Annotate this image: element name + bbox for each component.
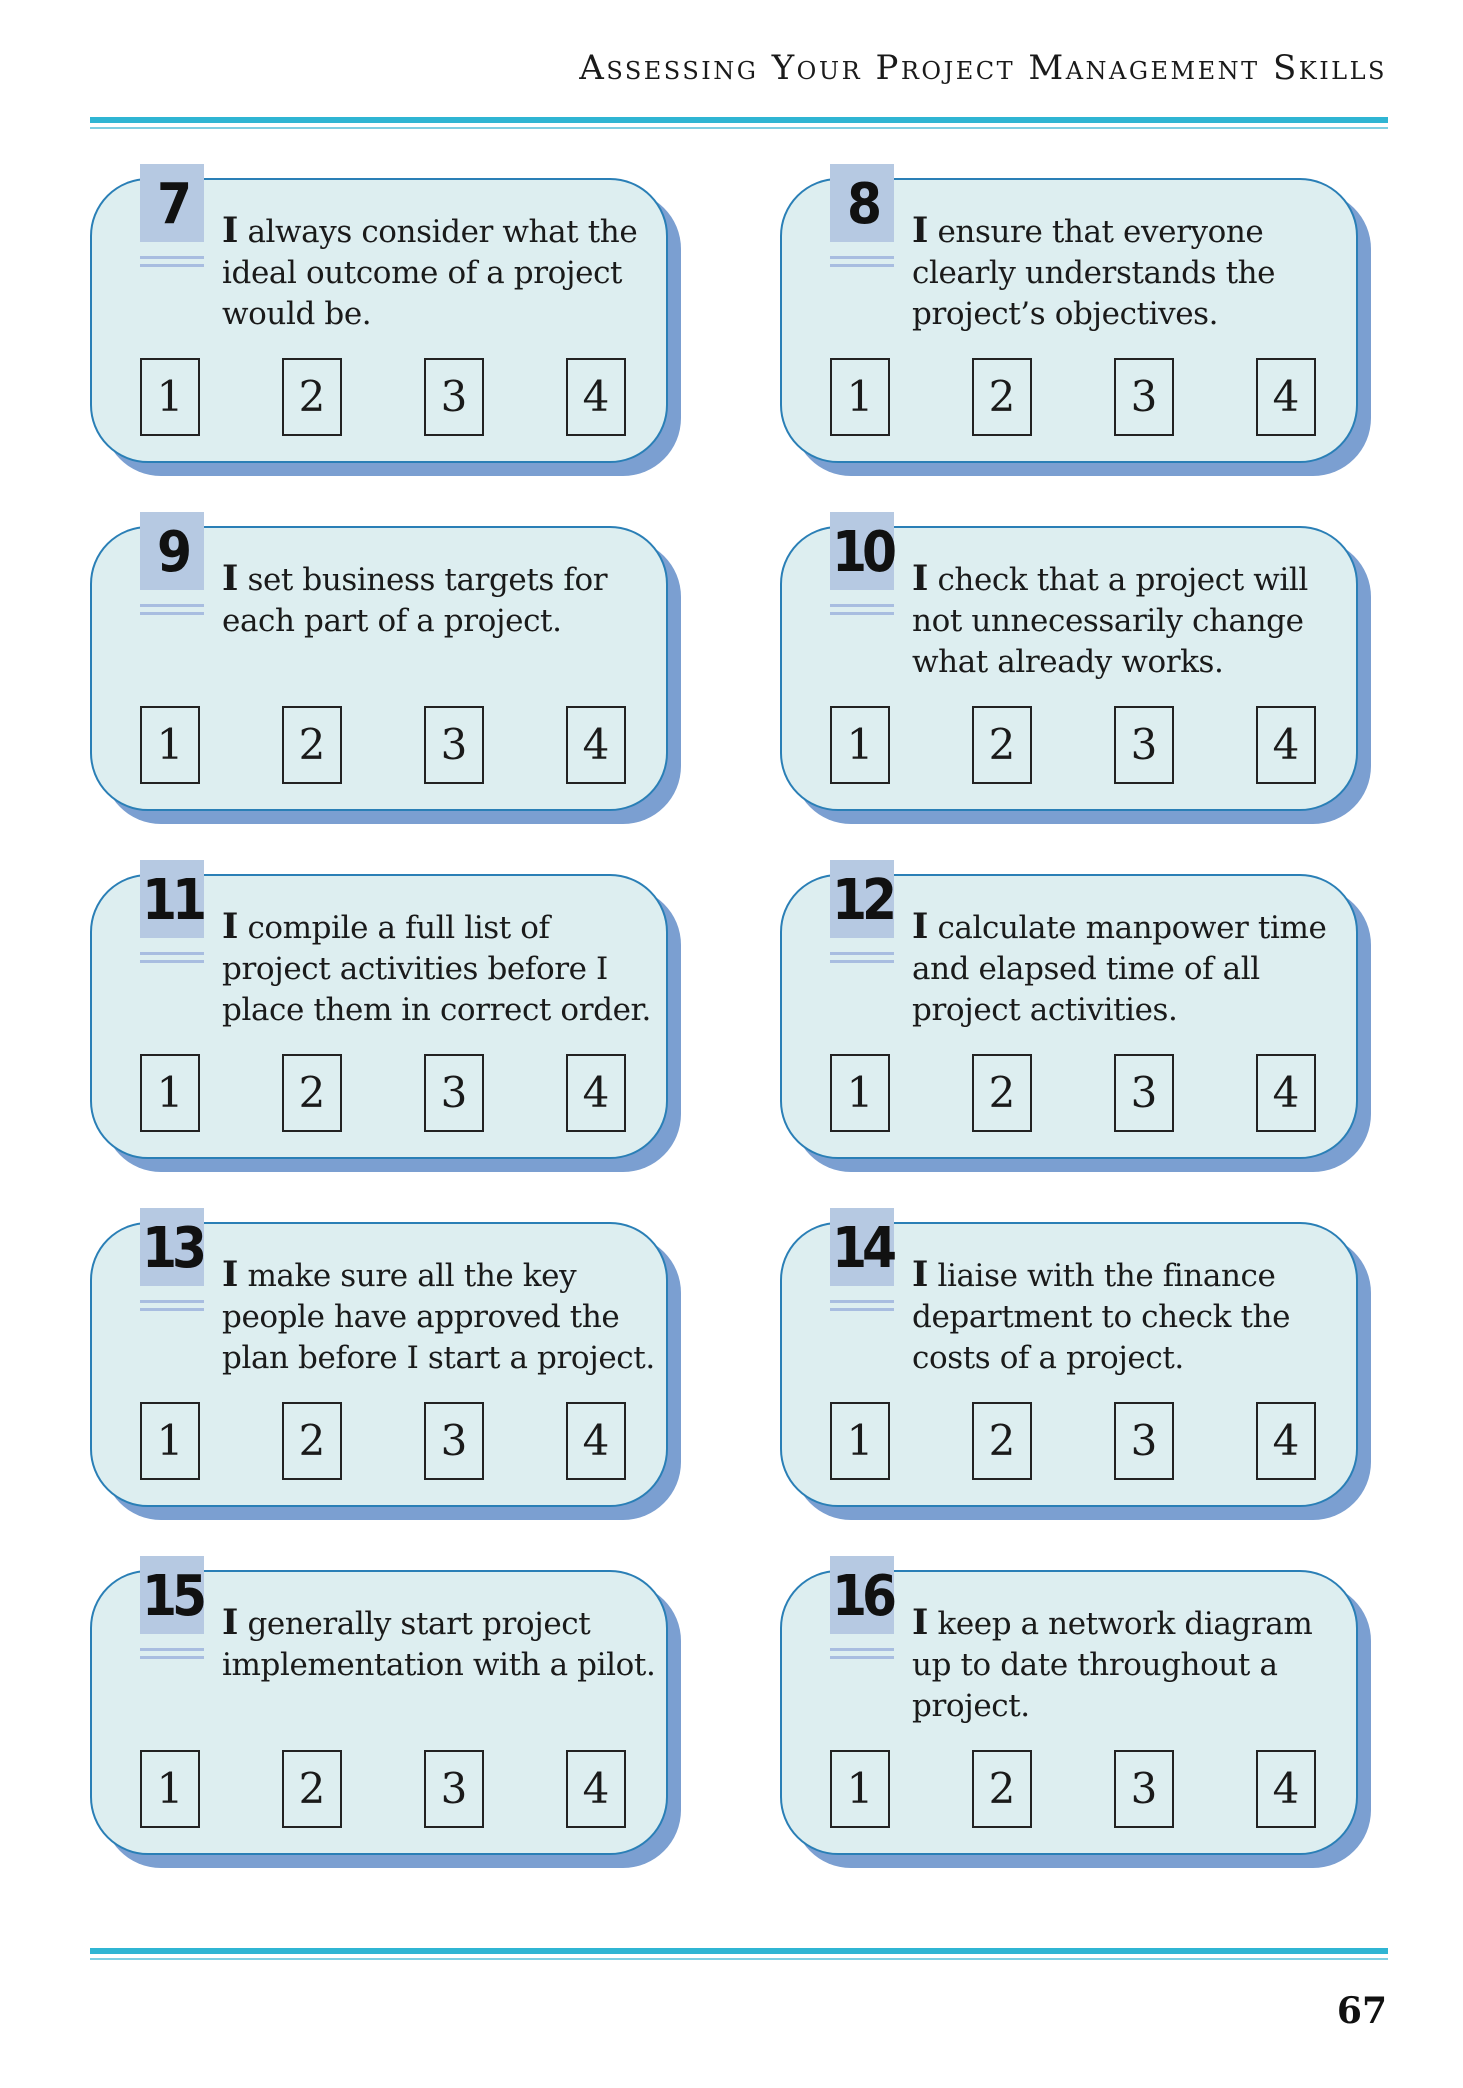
statement-text xyxy=(912,558,1352,683)
rating-box-4[interactable]: 4 xyxy=(1256,706,1316,784)
rating-box-2[interactable]: 2 xyxy=(972,1750,1032,1828)
rating-box-1[interactable]: 1 xyxy=(830,706,890,784)
rating-boxes xyxy=(140,1750,628,1832)
rating-box-3[interactable]: 3 xyxy=(424,706,484,784)
rating-box-4[interactable]: 4 xyxy=(1256,358,1316,436)
statement-card xyxy=(90,1216,668,1507)
statement-text xyxy=(912,210,1352,335)
tab-underline xyxy=(140,952,204,968)
statement-text xyxy=(912,906,1352,1031)
statement-number: 7 xyxy=(156,172,188,237)
questionnaire-grid xyxy=(90,172,1400,1898)
statement-lead: I xyxy=(912,210,928,251)
rating-box-3[interactable]: 3 xyxy=(424,1750,484,1828)
rating-boxes xyxy=(830,1750,1318,1832)
rating-box-1[interactable]: 1 xyxy=(140,1402,200,1480)
statement-lead: I xyxy=(222,210,238,251)
rating-box-1[interactable]: 1 xyxy=(830,1402,890,1480)
rating-box-2[interactable]: 2 xyxy=(282,358,342,436)
statement-body: liaise with the finance department to check the costs of a project. xyxy=(912,1258,1291,1376)
statement-lead: I xyxy=(222,1254,238,1295)
statement-text xyxy=(222,906,662,1031)
statement-number: 13 xyxy=(141,1216,203,1281)
tab-underline xyxy=(140,1300,204,1316)
rating-box-2[interactable]: 2 xyxy=(972,1054,1032,1132)
statement-number: 16 xyxy=(831,1564,893,1629)
running-head: Assessing Your Project Management Skills xyxy=(579,48,1387,88)
statement-text xyxy=(222,1254,662,1379)
tab-underline xyxy=(140,1648,204,1664)
rating-boxes xyxy=(830,1402,1318,1484)
rating-box-4[interactable]: 4 xyxy=(566,1054,626,1132)
rating-boxes xyxy=(830,358,1318,440)
tab-underline xyxy=(830,952,894,968)
statement-body: keep a network diagram up to date throughout a project. xyxy=(912,1606,1313,1724)
rating-box-3[interactable]: 3 xyxy=(1114,358,1174,436)
rating-box-2[interactable]: 2 xyxy=(972,358,1032,436)
statement-text xyxy=(222,1602,662,1686)
statement-body: generally start project implementation with a pilot. xyxy=(222,1606,656,1683)
rating-box-3[interactable]: 3 xyxy=(1114,1054,1174,1132)
rating-boxes xyxy=(140,1402,628,1484)
statement-card xyxy=(780,868,1358,1159)
statement-number: 8 xyxy=(846,172,878,237)
rating-box-4[interactable]: 4 xyxy=(566,358,626,436)
rating-box-3[interactable]: 3 xyxy=(1114,1750,1174,1828)
statement-lead: I xyxy=(912,1254,928,1295)
footer-rule xyxy=(90,1948,1388,1960)
statement-lead: I xyxy=(912,1602,928,1643)
statement-body: calculate manpower time and elapsed time of all project activities. xyxy=(912,910,1327,1028)
statement-card xyxy=(780,520,1358,811)
statement-lead: I xyxy=(222,906,238,947)
statement-body: compile a full list of project activities before I place them in correct order. xyxy=(222,910,651,1028)
rating-box-4[interactable]: 4 xyxy=(1256,1402,1316,1480)
rating-box-3[interactable]: 3 xyxy=(1114,1402,1174,1480)
rating-boxes xyxy=(830,706,1318,788)
statement-body: make sure all the key people have approved the plan before I start a project. xyxy=(222,1258,655,1376)
statement-lead: I xyxy=(222,1602,238,1643)
rating-box-2[interactable]: 2 xyxy=(972,706,1032,784)
rating-box-2[interactable]: 2 xyxy=(972,1402,1032,1480)
rating-boxes xyxy=(140,358,628,440)
rating-boxes xyxy=(140,1054,628,1136)
header-rule xyxy=(90,117,1388,129)
statement-card xyxy=(90,520,668,811)
rating-box-2[interactable]: 2 xyxy=(282,1054,342,1132)
statement-text xyxy=(912,1254,1352,1379)
rating-box-1[interactable]: 1 xyxy=(140,1750,200,1828)
rating-box-2[interactable]: 2 xyxy=(282,1402,342,1480)
rating-boxes xyxy=(830,1054,1318,1136)
statement-card xyxy=(780,172,1358,463)
rating-box-1[interactable]: 1 xyxy=(140,1054,200,1132)
statement-card xyxy=(90,868,668,1159)
statement-body: ensure that everyone clearly understands the project’s objectives. xyxy=(912,214,1276,332)
statement-body: always consider what the ideal outcome of a project would be. xyxy=(222,214,638,332)
rating-box-1[interactable]: 1 xyxy=(140,358,200,436)
statement-number: 9 xyxy=(156,520,188,585)
statement-card xyxy=(780,1216,1358,1507)
statement-number: 11 xyxy=(141,868,203,933)
rating-box-4[interactable]: 4 xyxy=(1256,1054,1316,1132)
rating-box-4[interactable]: 4 xyxy=(566,1402,626,1480)
tab-underline xyxy=(140,604,204,620)
rating-box-2[interactable]: 2 xyxy=(282,1750,342,1828)
tab-underline xyxy=(830,256,894,272)
tab-underline xyxy=(140,256,204,272)
statement-lead: I xyxy=(222,558,238,599)
rating-box-1[interactable]: 1 xyxy=(830,1054,890,1132)
rating-box-4[interactable]: 4 xyxy=(566,1750,626,1828)
statement-text xyxy=(222,210,662,335)
tab-underline xyxy=(830,604,894,620)
rating-boxes xyxy=(140,706,628,788)
rating-box-4[interactable]: 4 xyxy=(1256,1750,1316,1828)
rating-box-4[interactable]: 4 xyxy=(566,706,626,784)
page-number: 67 xyxy=(1336,1990,1387,2032)
statement-number: 12 xyxy=(831,868,893,933)
tab-underline xyxy=(830,1648,894,1664)
statement-number: 14 xyxy=(831,1216,893,1281)
statement-text xyxy=(912,1602,1352,1727)
rating-box-3[interactable]: 3 xyxy=(1114,706,1174,784)
statement-body: check that a project will not unnecessarily change what already works. xyxy=(912,562,1308,680)
rating-box-1[interactable]: 1 xyxy=(830,358,890,436)
statement-lead: I xyxy=(912,906,928,947)
rating-box-1[interactable]: 1 xyxy=(830,1750,890,1828)
rating-box-1[interactable]: 1 xyxy=(140,706,200,784)
statement-text xyxy=(222,558,662,642)
statement-card xyxy=(90,1564,668,1855)
rating-box-2[interactable]: 2 xyxy=(282,706,342,784)
statement-card xyxy=(780,1564,1358,1855)
statement-number: 15 xyxy=(141,1564,203,1629)
statement-card xyxy=(90,172,668,463)
statement-number: 10 xyxy=(831,520,893,585)
rating-box-3[interactable]: 3 xyxy=(424,358,484,436)
tab-underline xyxy=(830,1300,894,1316)
rating-box-3[interactable]: 3 xyxy=(424,1402,484,1480)
rating-box-3[interactable]: 3 xyxy=(424,1054,484,1132)
statement-body: set business targets for each part of a project. xyxy=(222,562,608,639)
statement-lead: I xyxy=(912,558,928,599)
